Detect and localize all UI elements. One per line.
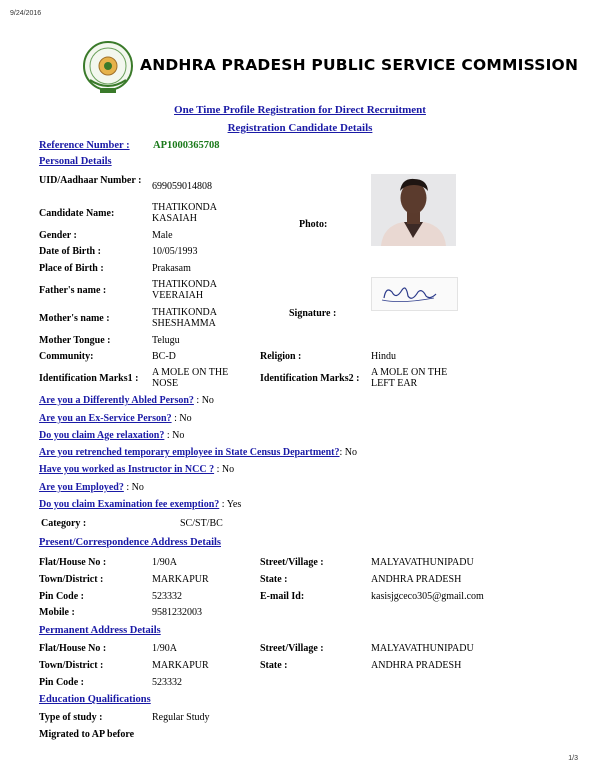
father-name-label: Father's name : <box>39 285 107 296</box>
community-value: BC-D <box>152 351 176 362</box>
permanent-street-value: MALYAVATHUNIPADU <box>371 643 474 654</box>
question-ncc-instructor: Have you worked as Instructor in NCC ? : No <box>39 464 235 475</box>
category-value: SC/ST/BC <box>180 518 223 529</box>
category-label: Category : <box>41 518 87 529</box>
mobile-value: 9581232003 <box>152 607 202 618</box>
mother-name-label: Mother's name : <box>39 313 110 324</box>
present-town-value: MARKAPUR <box>152 574 209 585</box>
permanent-flat-value: 1/90A <box>152 643 177 654</box>
page-number: 1/3 <box>568 755 578 762</box>
id-marks1-label: Identification Marks1 : <box>39 373 139 384</box>
religion-label: Religion : <box>260 351 302 362</box>
permanent-town-label: Town/District : <box>39 660 104 671</box>
page-subtitle: Registration Candidate Details <box>227 122 373 134</box>
question-text: Do you claim Age relaxation? <box>39 430 165 441</box>
study-type-label: Type of study : <box>39 712 103 723</box>
email-label: E-mail Id: <box>260 591 305 602</box>
permanent-town-value: MARKAPUR <box>152 660 209 671</box>
uid-label: UID/Aadhaar Number : <box>39 175 142 186</box>
permanent-state-label: State : <box>260 660 288 671</box>
organization-name: ANDHRA PRADESH PUBLIC SERVICE COMMISSION <box>140 56 579 74</box>
print-date: 9/24/2016 <box>10 10 42 17</box>
email-value: kasisjgceco305@gmail.com <box>371 591 484 602</box>
section-education: Education Qualifications <box>39 694 151 705</box>
study-type-value: Regular Study <box>152 712 210 723</box>
question-age-relaxation: Do you claim Age relaxation? : No <box>39 430 185 441</box>
answer-text: No <box>179 413 192 424</box>
page-title: One Time Profile Registration for Direct Recruitment <box>174 104 426 116</box>
permanent-flat-label: Flat/House No : <box>39 643 107 654</box>
present-state-label: State : <box>260 574 288 585</box>
present-flat-label: Flat/House No : <box>39 557 107 568</box>
section-personal-details: Personal Details <box>39 156 112 167</box>
father-name-value: THATIKONDA VEERAIAH <box>152 279 217 301</box>
mother-tongue-label: Mother Tongue : <box>39 335 111 346</box>
mobile-label: Mobile : <box>39 607 75 618</box>
candidate-photo <box>371 174 456 246</box>
question-retrenched-census: Are you retrenched temporary employee in State Census Department?: No <box>39 447 358 458</box>
id-marks1-value: A MOLE ON THE NOSE <box>152 367 229 389</box>
gender-label: Gender : <box>39 230 77 241</box>
religion-value: Hindu <box>371 351 396 362</box>
community-label: Community: <box>39 351 94 362</box>
present-pin-label: Pin Code : <box>39 591 84 602</box>
answer-text: Yes <box>226 499 242 510</box>
gender-value: Male <box>152 230 173 241</box>
present-flat-value: 1/90A <box>152 557 177 568</box>
question-text: Are you an Ex-Service Person? <box>39 413 172 424</box>
reference-label: Reference Number : <box>39 140 130 151</box>
candidate-signature <box>371 277 458 311</box>
permanent-pin-label: Pin Code : <box>39 677 84 688</box>
permanent-street-label: Street/Village : <box>260 643 324 654</box>
present-street-value: MALYAVATHUNIPADU <box>371 557 474 568</box>
candidate-name-value: THATIKONDA KASAIAH <box>152 202 217 224</box>
id-marks2-value: A MOLE ON THE LEFT EAR <box>371 367 448 389</box>
dob-label: Date of Birth : <box>39 246 101 257</box>
uid-value: 699059014808 <box>152 181 212 192</box>
present-pin-value: 523332 <box>152 591 182 602</box>
reference-number: AP1000365708 <box>153 140 220 151</box>
mother-tongue-value: Telugu <box>152 335 180 346</box>
section-permanent-address: Permanent Address Details <box>39 625 161 636</box>
answer-text: No <box>221 464 235 475</box>
answer-text: No <box>201 395 214 406</box>
mother-name-value: THATIKONDA SHESHAMMA <box>152 307 217 329</box>
question-fee-exemption: Do you claim Examination fee exemption? : Yes <box>39 499 242 510</box>
question-text: Have you worked as Instructor in NCC ? <box>39 464 215 475</box>
dob-value: 10/05/1993 <box>152 246 198 257</box>
present-street-label: Street/Village : <box>260 557 324 568</box>
permanent-pin-value: 523332 <box>152 677 182 688</box>
question-ex-service: Are you an Ex-Service Person? : No <box>39 413 192 424</box>
answer-text: No <box>172 430 185 441</box>
answer-text: No <box>344 447 358 458</box>
permanent-state-value: ANDHRA PRADESH <box>371 660 462 671</box>
signature-label: Signature : <box>289 308 337 319</box>
question-differently-abled: Are you a Differently Abled Person? : No <box>39 395 214 406</box>
question-text: Are you Employed? <box>39 482 124 493</box>
id-marks2-label: Identification Marks2 : <box>260 373 360 384</box>
present-state-value: ANDHRA PRADESH <box>371 574 462 585</box>
question-text: Are you retrenched temporary employee in State Census Department? <box>39 447 340 458</box>
question-text: Do you claim Examination fee exemption? <box>39 499 220 510</box>
pob-value: Prakasam <box>152 263 191 274</box>
candidate-name-label: Candidate Name: <box>39 208 115 219</box>
question-employed: Are you Employed? : No <box>39 482 144 493</box>
pob-label: Place of Birth : <box>39 263 104 274</box>
photo-label: Photo: <box>299 219 328 230</box>
section-present-address: Present/Correspondence Address Details <box>39 537 221 548</box>
question-text: Are you a Differently Abled Person? <box>39 395 194 406</box>
apsc-emblem-icon <box>82 40 134 94</box>
migrated-label: Migrated to AP before <box>39 729 135 740</box>
answer-text: No <box>131 482 144 493</box>
present-town-label: Town/District : <box>39 574 104 585</box>
